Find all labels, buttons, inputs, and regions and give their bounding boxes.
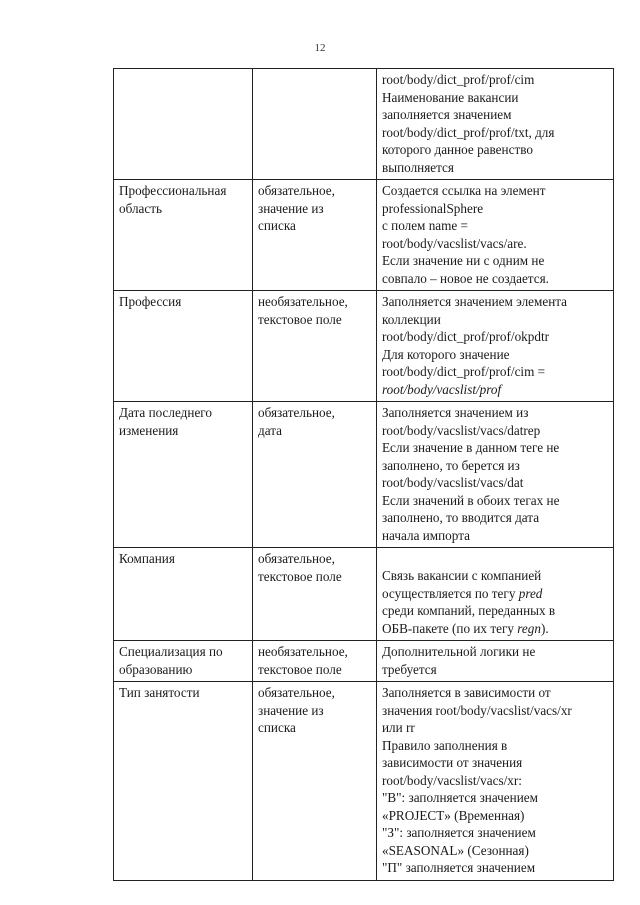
field-requirement-cell: обязательное, текстовое поле [253,548,377,641]
field-requirement-cell: обязательное, значение из списка [253,180,377,291]
field-description-cell: Заполняется значением из root/body/vacslist/vacs/datrep Если значение в данном теге не заполнено, то берется из root/body/vacslist/vacs/dat Если значений в обоих тегах не заполнено, то вводится дата начала импорта [377,402,614,548]
field-name-cell [114,69,253,180]
table-row [114,682,614,881]
table-row [114,402,614,548]
field-name-cell: Профессиональная область [114,180,253,291]
field-name-cell: Компания [114,548,253,641]
field-description-cell: Дополнительной логики не требуется [377,641,614,682]
table-row [114,291,614,402]
table-row [114,548,614,641]
field-requirement-cell: необязательное, текстовое поле [253,291,377,402]
field-description-cell: root/body/dict_prof/prof/cim Наименование вакансии заполняется значением root/body/dict_prof/prof/txt, для которого данное равенство выполняется [377,69,614,180]
requirements-table [113,68,614,881]
field-description-cell: Заполняется в зависимости от значения root/body/vacslist/vacs/xr или rr Правило заполнения в зависимости от значения root/body/vacslist/vacs/xr: "В": заполняется значением «PROJECT» (Временная) "З": заполняется значением «SEASONAL» (Сезонная) "П" заполняется значением [377,682,614,881]
table-row [114,641,614,682]
page-number: 12 [314,42,326,54]
field-requirement-cell: обязательное, значение из списка [253,682,377,881]
field-requirement-cell: необязательное, текстовое поле [253,641,377,682]
field-description-cell: Создается ссылка на элемент professionalSphere с полем name = root/body/vacslist/vacs/are. Если значение ни с одним не совпало – новое не создается. [377,180,614,291]
table-row [114,180,614,291]
field-name-cell: Дата последнего изменения [114,402,253,548]
field-name-cell: Профессия [114,291,253,402]
field-requirement-cell [253,69,377,180]
field-requirement-cell: обязательное, дата [253,402,377,548]
field-name-cell: Тип занятости [114,682,253,881]
table-row [114,69,614,180]
field-description-cell: Заполняется значением элемента коллекции root/body/dict_prof/prof/okpdtr Для которого значение root/body/dict_prof/prof/cim = root/body/vacslist/prof [377,291,614,402]
field-name-cell: Специализация по образованию [114,641,253,682]
field-description-cell: Связь вакансии с компанией осуществляется по тегу pred среди компаний, переданных в ОБВ-пакете (по их тегу regn). [377,548,614,641]
